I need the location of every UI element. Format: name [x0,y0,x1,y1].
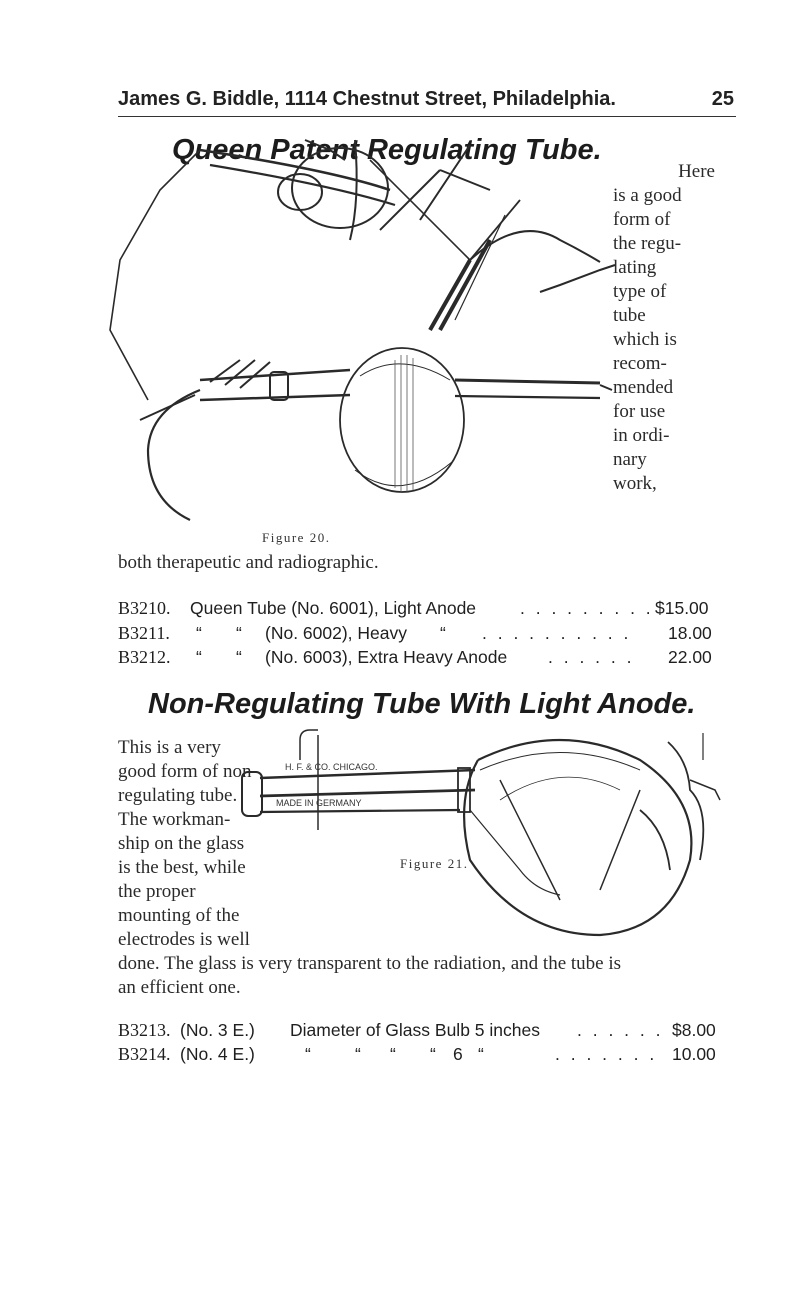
side-text-line: ship on the glass [118,833,245,854]
leader-dots: . . . . . . . [555,1044,658,1064]
side-text-line: form of [613,209,671,230]
price-row-b3214 [0,1044,800,1068]
side-text-line: mounting of the [118,905,240,926]
item-price: 22.00 [668,647,712,667]
catalog-code: B3212. [118,647,171,667]
catalog-code: B3214. [118,1044,171,1064]
side-text-line: The workman- [118,809,231,830]
model-number: (No. 4 E.) [180,1044,255,1064]
ditto-mark: “ [440,623,446,643]
section2-full-width-text [118,952,718,1000]
side-text-line: lating [613,257,657,278]
side-text-line: type of [613,281,667,302]
side-text-line: is the best, while [118,857,246,878]
item-price: $8.00 [672,1020,716,1040]
leader-dots: . . . . . . . . . [520,598,654,618]
side-text-line: for use [613,401,666,422]
leader-dots: . . . . . . [548,647,635,667]
item-description: Diameter of Glass Bulb 5 inches [290,1020,540,1040]
tube-etched-label-maker: H. F. & CO. CHICAGO. [285,762,378,772]
item-description: (No. 6003), Extra Heavy Anode [265,647,508,667]
section2-side-text [118,736,276,952]
side-text-line: This is a very [118,737,221,758]
side-text-line: the regu- [613,233,682,254]
side-text-line: tube [613,305,646,326]
ditto-mark: “ [196,623,202,643]
ditto-mark: “ [430,1044,436,1064]
side-text-line: is a good [613,185,682,206]
ditto-mark: “ [478,1044,484,1064]
section-title-non-regulating-tube: Non-Regulating Tube With Light Anode. [148,688,696,720]
price-row-b3213 [0,1020,800,1044]
section1-continuation-text: both therapeutic and radiographic. [118,552,379,573]
bulb-size: 6 [453,1044,463,1064]
item-price: $15.00 [655,598,709,618]
leader-dots: . . . . . . [577,1020,664,1040]
item-price: 10.00 [672,1044,716,1064]
model-number: (No. 3 E.) [180,1020,255,1040]
side-text-line: the proper [118,881,196,902]
side-text-line: recom- [613,353,667,374]
ditto-mark: “ [196,647,202,667]
ditto-mark: “ [236,623,242,643]
full-text-line: done. The glass is very transparent to the radiation, and the tube is [118,953,622,974]
figure-20-caption: Figure 20. [262,530,331,545]
side-text-line: mended [613,377,674,398]
figure-21-caption: Figure 21. [400,856,469,871]
side-text-line: regulating tube. [118,785,238,806]
tube-etched-label-origin: MADE IN GERMANY [276,798,362,808]
side-text-line: good form of non- [118,761,258,782]
side-text-line: electrodes is well [118,929,250,950]
ditto-mark: “ [390,1044,396,1064]
catalog-code: B3211. [118,623,170,643]
side-text-line: which is [613,329,677,350]
ditto-mark: “ [355,1044,361,1064]
side-text-line: work, [613,473,657,494]
ditto-mark: “ [236,647,242,667]
item-description: Queen Tube (No. 6001), Light Anode [190,598,477,618]
side-text-line: nary [613,449,647,470]
catalog-code: B3210. [118,598,171,618]
page-number: 25 [711,88,734,110]
side-text-line: Here [678,161,715,182]
full-text-line: an efficient one. [118,977,241,998]
catalog-code: B3213. [118,1020,171,1040]
leader-dots: . . . . . . . . . . [482,623,632,643]
side-text-line: in ordi- [613,425,670,446]
ditto-mark: “ [305,1044,311,1064]
item-price: 18.00 [668,623,712,643]
item-description: (No. 6002), Heavy [265,623,408,643]
header-address: James G. Biddle, 1114 Chestnut Street, Philadelphia. [118,88,616,110]
section-title-queen-tube: Queen Patent Regulating Tube. [172,134,602,166]
